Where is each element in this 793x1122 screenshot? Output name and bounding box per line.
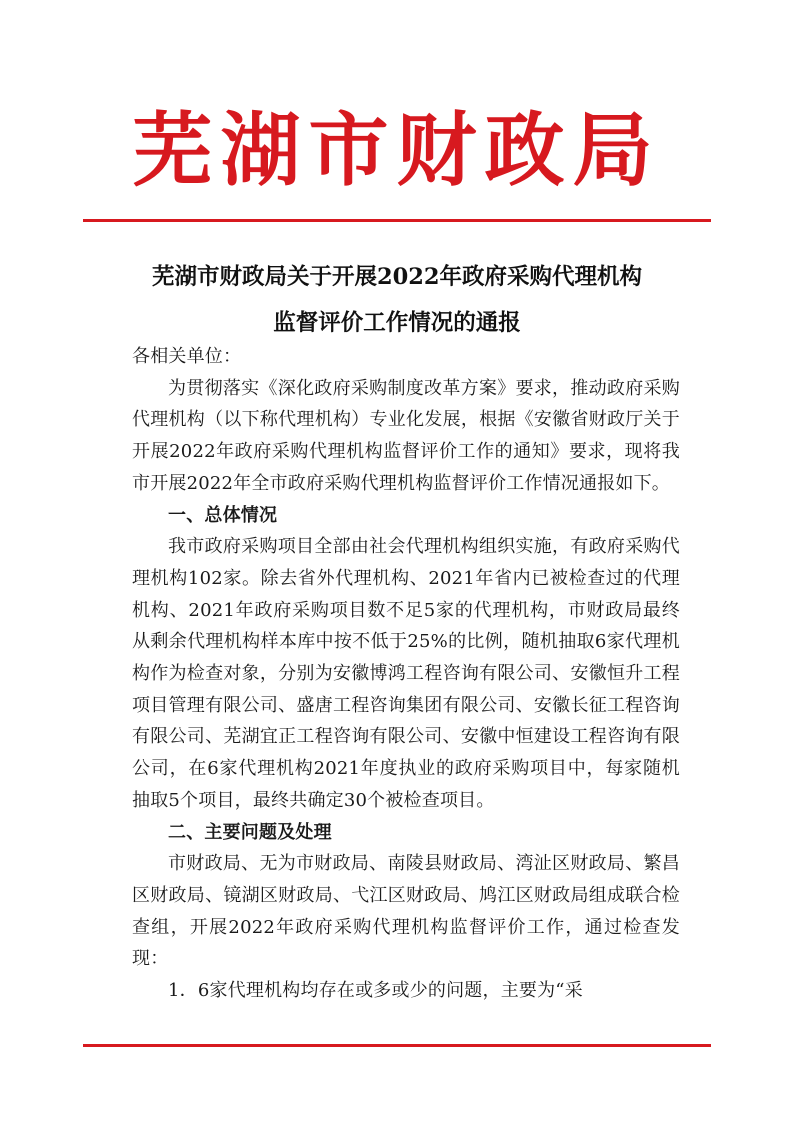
section-2-heading: 二、主要问题及处理 [168, 821, 332, 843]
document-body [132, 341, 680, 1007]
intro-paragraph: 为贯彻落实《深化政府采购制度改革方案》要求，推动政府采购代理机构（以下称代理机构）专业化发展，根据《安徽省财政厅关于开展2022年政府采购代理机构监督评价工作的通知》要求，现将我市开展2022年全市政府采购代理机构监督评价工作情况通报如下。 [132, 377, 680, 494]
item-1-paragraph: 1．6家代理机构均存在或多或少的问题，主要为“采 [168, 980, 583, 1002]
section-1-heading: 一、总体情况 [168, 504, 278, 526]
footer-rule [83, 1044, 711, 1047]
salutation: 各相关单位： [132, 346, 242, 367]
section-1-paragraph: 我市政府采购项目全部由社会代理机构组织实施，有政府采购代理机构102家。除去省外代理机构、2021年省内已被检查过的代理机构、2021年政府采购项目数不足5家的代理机构，市财政局最终从剩余代理机构样本库中按不低于25%的比例，随机抽取6家代理机构作为检查对象，分别为安徽博鸿工程咨询有限公司、安徽恒升工程项目管理有限公司、盛唐工程咨询集团有限公司、安徽长征工程咨询有限公司、芜湖宜正工程咨询有限公司、安徽中恒建设工程咨询有限公司，在6家代理机构2021年度执业的政府采购项目中，每家随机抽取5个项目，最终共确定30个被检查项目。 [132, 536, 680, 811]
document-title-line-1: 芜湖市财政局关于开展2022年政府采购代理机构 [151, 264, 643, 290]
document-title-line-2: 监督评价工作情况的通报 [273, 310, 521, 336]
masthead: 芜湖市财政局 [132, 103, 661, 197]
masthead-rule [83, 219, 711, 222]
section-2-paragraph: 市财政局、无为市财政局、南陵县财政局、湾沚区财政局、繁昌区财政局、镜湖区财政局、弋江区财政局、鸠江区财政局组成联合检查组，开展2022年政府采购代理机构监督评价工作，通过检查发现： [132, 853, 680, 970]
